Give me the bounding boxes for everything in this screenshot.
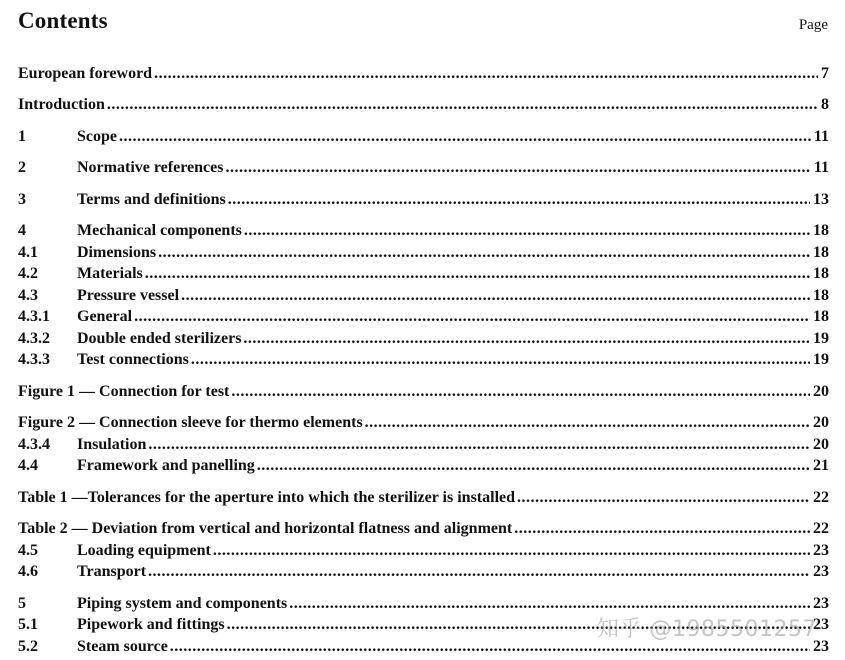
- toc-entry-page-number: 20: [813, 414, 829, 431]
- toc-entry[interactable]: [18, 519, 829, 539]
- toc-entry-page-number: 19: [813, 351, 829, 368]
- toc-entry[interactable]: [18, 243, 829, 263]
- toc-entry-label: Introduction: [18, 96, 105, 113]
- toc-entry-page-number: 22: [813, 489, 829, 506]
- dot-leader: [289, 594, 810, 614]
- toc-entry-label: Insulation: [77, 436, 147, 453]
- dot-leader: [257, 456, 810, 476]
- toc-entry-number: 3: [18, 191, 26, 208]
- toc-entry-page-number: 18: [813, 287, 829, 304]
- toc-entry-page-number: 19: [813, 330, 829, 347]
- dot-leader: [227, 615, 810, 635]
- toc-entry-label: General: [77, 308, 133, 325]
- toc-entry-page-number: 18: [813, 244, 829, 261]
- toc-entry-page-number: 22: [813, 520, 829, 537]
- dot-leader: [148, 562, 810, 582]
- toc-entry-page-number: 23: [813, 638, 829, 655]
- dot-leader: [228, 190, 810, 210]
- toc-entry-label: Materials: [77, 265, 143, 282]
- dot-leader: [107, 95, 818, 115]
- toc-entry[interactable]: [18, 307, 829, 327]
- toc-entry-page-number: 18: [813, 265, 829, 282]
- dot-leader: [365, 413, 810, 433]
- toc-entry[interactable]: [18, 127, 829, 147]
- toc-entry-label: Framework and panelling: [77, 457, 255, 474]
- toc-entry-label: Normative references: [77, 159, 224, 176]
- toc-entry-number: 4.6: [18, 563, 38, 580]
- toc-entry-label: European foreword: [18, 65, 153, 82]
- toc-entry-label: Figure 1 — Connection for test: [18, 383, 230, 400]
- toc-entry-number: 4.1: [18, 244, 38, 261]
- toc-entry-label: Table 1 —Tolerances for the aperture into which the sterilizer is installed: [18, 489, 516, 506]
- toc-entry-page-number: 8: [821, 96, 829, 113]
- toc-entry-number: 5.1: [18, 616, 38, 633]
- toc-entry[interactable]: [18, 541, 829, 561]
- toc-entry[interactable]: [18, 488, 829, 508]
- toc-entry-page-number: 11: [813, 159, 829, 176]
- dot-leader: [225, 158, 810, 178]
- toc-entry[interactable]: [18, 594, 829, 614]
- toc-entry-page-number: 21: [813, 457, 829, 474]
- toc-entry-label: Piping system and components: [77, 595, 288, 612]
- dot-leader: [158, 243, 810, 263]
- toc-entry[interactable]: [18, 190, 829, 210]
- toc-entry-number: 4.3.1: [18, 308, 50, 325]
- toc-entry-label: Steam source: [77, 638, 168, 655]
- toc-entry-number: 4.5: [18, 542, 38, 559]
- dot-leader: [154, 64, 818, 84]
- toc-entry[interactable]: [18, 64, 829, 84]
- toc-entry[interactable]: [18, 264, 829, 284]
- toc-entry-number: 5.2: [18, 638, 38, 655]
- toc-entry-page-number: 20: [813, 436, 829, 453]
- toc-entry-number: 4.3.4: [18, 436, 50, 453]
- dot-leader: [148, 435, 810, 455]
- toc-entry[interactable]: [18, 615, 829, 635]
- toc-entry-number: 4.2: [18, 265, 38, 282]
- toc-entry-page-number: 23: [813, 542, 829, 559]
- toc-entry-number: 4: [18, 222, 26, 239]
- watermark: 知乎 @1985501257: [597, 617, 817, 642]
- dot-leader: [231, 382, 810, 402]
- toc-entry-page-number: 18: [813, 222, 829, 239]
- toc-entry[interactable]: [18, 158, 829, 178]
- toc-entry-label: Double ended sterilizers: [77, 330, 242, 347]
- dot-leader: [119, 127, 811, 147]
- toc-entry-page-number: 23: [813, 595, 829, 612]
- dot-leader: [145, 264, 810, 284]
- dot-leader: [514, 519, 810, 539]
- toc-entry-number: 1: [18, 128, 26, 145]
- page-title: Contents: [18, 8, 108, 33]
- toc-entry-page-number: 13: [813, 191, 829, 208]
- dot-leader: [213, 541, 810, 561]
- toc-entry[interactable]: [18, 286, 829, 306]
- toc-entry[interactable]: [18, 95, 829, 115]
- toc-entry-label: Dimensions: [77, 244, 157, 261]
- toc-entry-number: 4.3: [18, 287, 38, 304]
- toc-entry[interactable]: [18, 562, 829, 582]
- toc-entry-page-number: 7: [821, 65, 829, 82]
- toc-entry[interactable]: [18, 456, 829, 476]
- toc-entry-number: 4.3.3: [18, 351, 50, 368]
- toc-entry-label: Figure 2 — Connection sleeve for thermo elements: [18, 414, 363, 431]
- dot-leader: [517, 488, 810, 508]
- toc-entry[interactable]: [18, 350, 829, 370]
- toc-entry-label: Pressure vessel: [77, 287, 180, 304]
- dot-leader: [191, 350, 810, 370]
- dot-leader: [134, 307, 810, 327]
- toc-entry[interactable]: [18, 435, 829, 455]
- toc-entry-page-number: 11: [813, 128, 829, 145]
- toc-entry-page-number: 20: [813, 383, 829, 400]
- toc-entry-label: Mechanical components: [77, 222, 242, 239]
- page-column-header: Page: [798, 17, 828, 33]
- toc-entry-page-number: 23: [813, 563, 829, 580]
- toc-entry[interactable]: [18, 382, 829, 402]
- toc-entry[interactable]: [18, 637, 829, 657]
- toc-entry-label: Test connections: [77, 351, 189, 368]
- toc-entry-number: 5: [18, 595, 26, 612]
- toc-entry-label: Table 2 — Deviation from vertical and horizontal flatness and alignment: [18, 520, 513, 537]
- toc-entry-page-number: 18: [813, 308, 829, 325]
- toc-entry-label: Terms and definitions: [77, 191, 226, 208]
- dot-leader: [243, 329, 810, 349]
- toc-entry-number: 4.3.2: [18, 330, 50, 347]
- toc-entry-label: Scope: [77, 128, 117, 145]
- dot-leader: [244, 221, 810, 241]
- toc-entry-page-number: 23: [813, 616, 829, 633]
- dot-leader: [170, 637, 810, 657]
- toc-entry-label: Transport: [77, 563, 147, 580]
- toc-entry[interactable]: [18, 221, 829, 241]
- toc-entry-label: Pipework and fittings: [77, 616, 225, 633]
- dot-leader: [181, 286, 810, 306]
- toc-entry[interactable]: [18, 413, 829, 433]
- toc-entry-number: 2: [18, 159, 26, 176]
- toc-entry-label: Loading equipment: [77, 542, 211, 559]
- toc-entry[interactable]: [18, 329, 829, 349]
- toc-entry-number: 4.4: [18, 457, 38, 474]
